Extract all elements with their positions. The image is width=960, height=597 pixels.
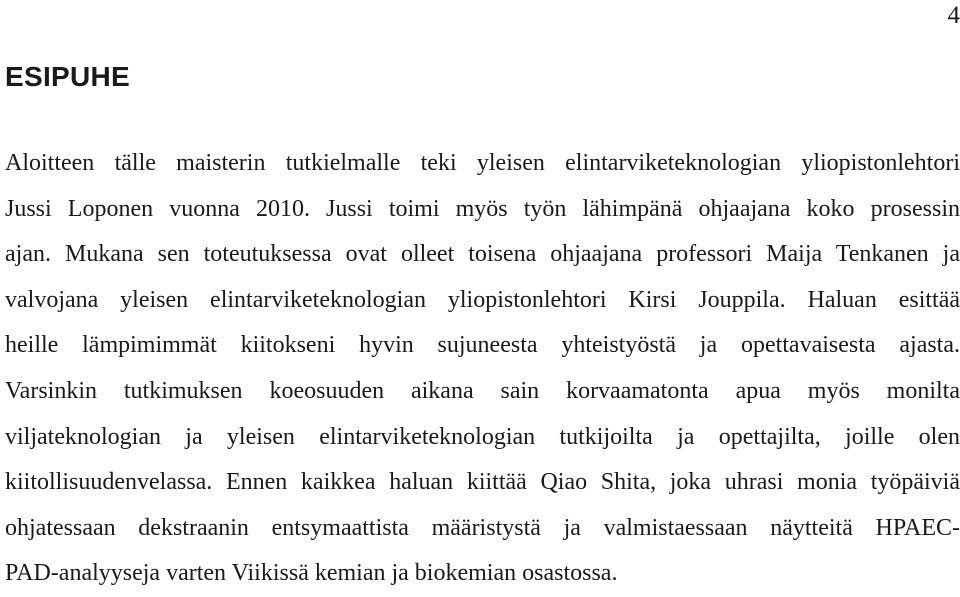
paragraph-line: Jussi Loponen vuonna 2010. Jussi toimi myös työn lähimpänä ohjaajana koko prosessin xyxy=(5,187,960,233)
paragraph-line: Aloitteen tälle maisterin tutkielmalle teki yleisen elintarviketeknologian yliopistonlehtori xyxy=(5,141,960,187)
paragraph-line: ohjatessaan dekstraanin entsymaattista määristystä ja valmistaessaan näytteitä HPAEC- xyxy=(5,506,960,552)
paragraph-line: valvojana yleisen elintarviketeknologian yliopistonlehtori Kirsi Jouppila. Haluan esittää xyxy=(5,278,960,324)
preface-paragraph xyxy=(5,141,960,597)
paragraph-line: PAD-analyyseja varten Viikissä kemian ja biokemian osastossa. xyxy=(5,551,960,597)
paragraph-line: ajan. Mukana sen toteutuksessa ovat olleet toisena ohjaajana professori Maija Tenkanen ja xyxy=(5,232,960,278)
paragraph-line: kiitollisuudenvelassa. Ennen kaikkea haluan kiittää Qiao Shita, joka uhrasi monia työpäiviä xyxy=(5,460,960,506)
paragraph-line: viljateknologian ja yleisen elintarviketeknologian tutkijoilta ja opettajilta, joille olen xyxy=(5,415,960,461)
paragraph-line: Varsinkin tutkimuksen koeosuuden aikana sain korvaamatonta apua myös monilta xyxy=(5,369,960,415)
page-number: 4 xyxy=(948,2,960,30)
paragraph-line: heille lämpimimmät kiitokseni hyvin sujuneesta yhteistyöstä ja opettavaisesta ajasta. xyxy=(5,323,960,369)
section-heading: ESIPUHE xyxy=(5,60,130,94)
